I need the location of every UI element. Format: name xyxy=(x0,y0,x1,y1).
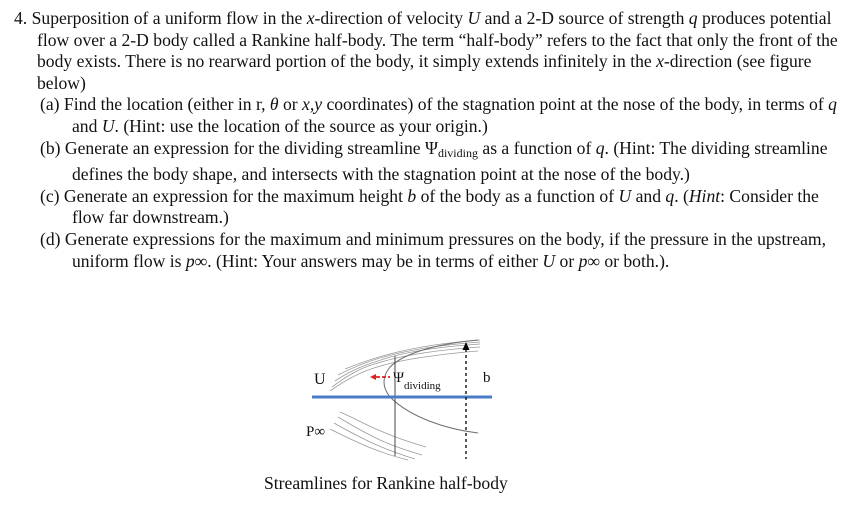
text-segment: -direction (see figure below) xyxy=(37,51,812,93)
text-segment: of the body as a function of xyxy=(416,185,619,206)
text-segment: as a function of xyxy=(477,137,596,158)
text-segment: coordinates) of the stagnation point at the nose of the body, in terms of xyxy=(322,94,829,115)
text-segment: p∞ xyxy=(185,250,208,271)
text-segment: : Consider the flow far downstream.) xyxy=(72,185,819,228)
part-a-text xyxy=(60,94,837,136)
label-dividing: dividing xyxy=(404,380,441,392)
text-segment: b xyxy=(407,185,417,206)
dividing-arrow-head-icon xyxy=(370,374,376,380)
part-d-text xyxy=(61,229,826,271)
text-segment: -direction of velocity xyxy=(314,8,468,28)
text-segment: q xyxy=(595,137,605,158)
text-segment: x,y xyxy=(302,94,323,115)
part-c xyxy=(14,186,839,229)
part-b-text xyxy=(61,138,828,185)
streamline-lower-4 xyxy=(330,429,408,460)
label-b: b xyxy=(483,370,491,386)
text-segment: and xyxy=(72,115,102,136)
text-segment: U xyxy=(618,185,632,206)
label-U: U xyxy=(314,371,326,388)
rankine-diagram xyxy=(300,333,530,473)
text-segment: dividing xyxy=(437,145,478,160)
text-segment: U xyxy=(467,8,481,28)
part-d-label: (d) xyxy=(40,228,61,249)
part-b xyxy=(14,138,839,186)
text-segment: . (Hint: use the location of the source as your origin.) xyxy=(114,115,488,136)
text-segment: Generate an expression for the dividing streamline Ψ xyxy=(60,137,438,158)
text-segment: or xyxy=(555,250,579,271)
streamline-lower-1 xyxy=(338,417,422,455)
text-segment: x xyxy=(656,51,664,72)
part-b-label: (b) xyxy=(40,137,61,158)
text-segment: q xyxy=(688,8,698,28)
part-c-text xyxy=(60,186,819,228)
problem-stem xyxy=(14,8,839,94)
problem-number: 4. xyxy=(14,8,28,28)
text-segment: . (Hint: The dividing streamline defines the body shape, and intersects with the stagnation point at the nose of the body.) xyxy=(72,137,828,185)
text-segment: produces potential flow over a 2-D body called a Rankine half-body. The term “half-body” refers to the fact that only the front of the body exists. There is no rearward portion of the body, it simply extends infinitely in the xyxy=(37,8,838,72)
label-psi: Ψ xyxy=(393,370,405,386)
figure-caption: Streamlines for Rankine half-body xyxy=(264,473,508,493)
text-segment: U xyxy=(101,115,115,136)
text-segment: θ xyxy=(269,94,279,115)
text-segment: . (Hint: Your answers may be in terms of either xyxy=(207,250,543,271)
text-segment: x xyxy=(306,8,315,28)
lower-streamlines xyxy=(330,412,426,460)
text-segment: or both.). xyxy=(599,250,670,271)
rankine-figure xyxy=(300,333,530,473)
text-segment: Hint xyxy=(688,185,721,206)
text-segment: Generate an expression for the maximum height xyxy=(59,185,408,206)
text-segment: . ( xyxy=(674,185,689,206)
text-segment: p∞ xyxy=(578,250,600,271)
text-segment: q xyxy=(828,94,837,115)
text-segment: Superposition of a uniform flow in the xyxy=(31,8,307,28)
text-segment: U xyxy=(542,250,556,271)
text-segment: Generate expressions for the maximum and minimum pressures on the body, if the pressure in the upstream, uniform flow is xyxy=(60,228,826,271)
text-segment: and xyxy=(631,185,666,206)
part-d xyxy=(14,229,839,272)
part-a xyxy=(14,94,839,137)
text-segment: and a 2-D source of strength xyxy=(480,8,689,28)
part-a-label: (a) xyxy=(40,94,60,115)
label-p-infinity: P∞ xyxy=(306,424,326,440)
problem-stem-text xyxy=(32,8,838,93)
text-segment: q xyxy=(665,185,675,206)
text-segment: Find the location (either in r, xyxy=(59,94,270,115)
problem-4 xyxy=(14,8,839,272)
text-segment: or xyxy=(278,94,303,115)
part-c-label: (c) xyxy=(40,185,60,206)
problem-parts xyxy=(14,94,839,272)
